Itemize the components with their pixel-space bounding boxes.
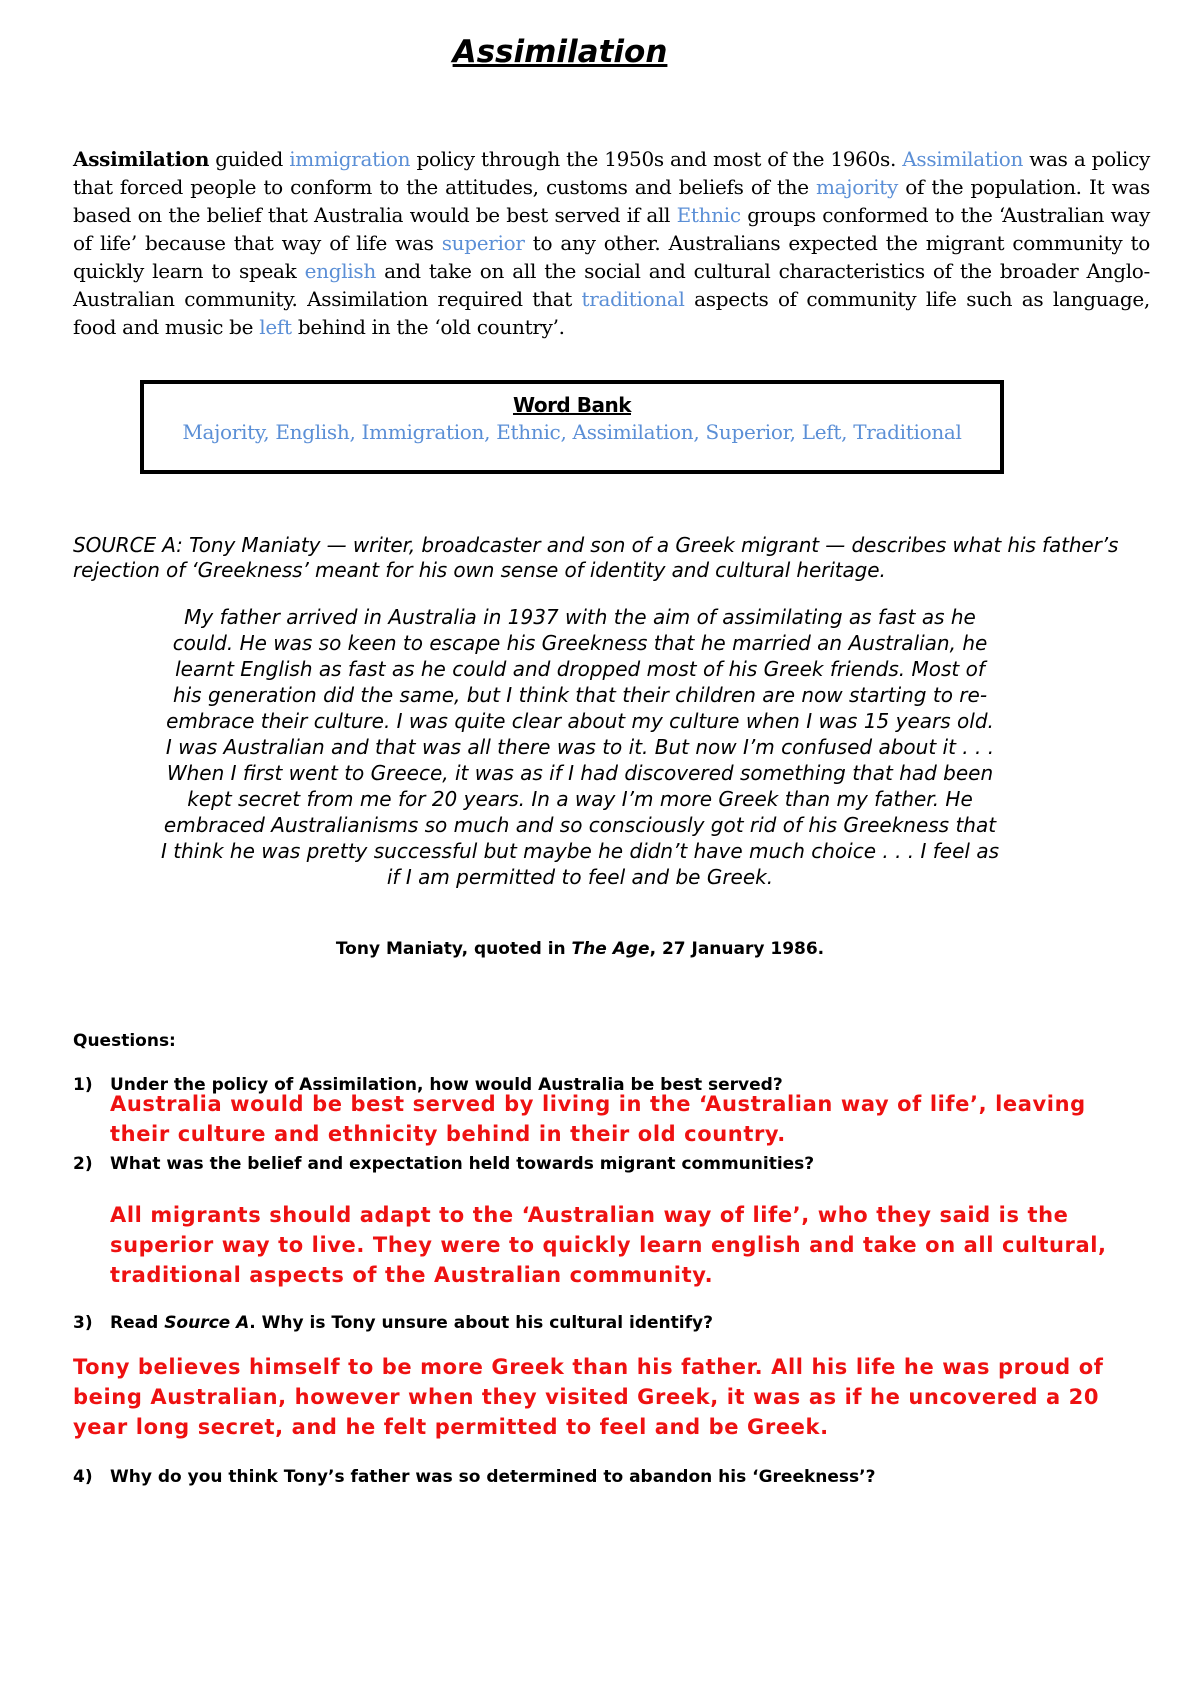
intro-bold-term: Assimilation: [73, 147, 210, 171]
questions-heading: Questions:: [73, 1031, 176, 1051]
intro-text: to any other. Australians expected the migrant community to quickly learn to speak: [73, 231, 1150, 283]
question-text: Why do you think Tony’s father was so determined to abandon his ‘Greekness’?: [110, 1467, 876, 1487]
filled-blank: Assimilation: [902, 147, 1024, 171]
intro-text: of the population. It was based on the belief that Australia would be best served if all: [73, 175, 1150, 227]
intro-text: guided: [209, 147, 290, 171]
question-text-post: . Why is Tony unsure about his cultural identify?: [249, 1313, 713, 1333]
attribution-text: Tony Maniaty, quoted in: [335, 939, 572, 959]
filled-blank: Ethnic: [676, 203, 741, 227]
filled-blank: english: [304, 259, 376, 283]
filled-blank: traditional: [581, 287, 685, 311]
intro-text: groups conformed to the ‘Australian way of life’ because that way of life was: [73, 203, 1150, 255]
question-text-pre: Read: [110, 1313, 165, 1333]
source-a-intro: SOURCE A: Tony Maniaty — writer, broadcaster and son of a Greek migrant — describes what his father’s rejection of ‘Greekness’ meant for his own sense of identity and cultural heritage.: [73, 533, 1119, 582]
filled-blank: immigration: [289, 147, 411, 171]
word-bank-words: Majority, English, Immigration, Ethnic, Assimilation, Superior, Left, Traditional: [182, 420, 962, 444]
word-bank-title: Word Bank: [512, 393, 631, 417]
question-number: 3): [73, 1313, 93, 1333]
question-3: [73, 1313, 713, 1333]
word-bank-box: [140, 380, 1004, 474]
intro-text: behind in the ‘old country’.: [291, 315, 565, 339]
question-source-ref: Source A: [164, 1313, 250, 1333]
answer-2: All migrants should adapt to the ‘Australian way of life’, who they said is the superior way to live. They were to quickly learn english and take on all cultural, traditional aspects of the Australian community.: [110, 1203, 1107, 1287]
intro-paragraph: [73, 145, 1150, 341]
question-number: 2): [73, 1154, 93, 1174]
question-text: Under the policy of Assimilation, how would Australia be best served?: [110, 1075, 783, 1095]
filled-blank: left: [259, 315, 292, 339]
quote-attribution: [160, 939, 1000, 959]
intro-text: was a policy that forced people to conform to the attitudes, customs and beliefs of the: [73, 147, 1150, 199]
intro-text: policy through the 1950s and most of the 1960s.: [410, 147, 903, 171]
question-number: 1): [73, 1075, 93, 1095]
question-4: [73, 1467, 875, 1487]
question-text: What was the belief and expectation held towards migrant communities?: [110, 1154, 815, 1174]
source-a-quote: My father arrived in Australia in 1937 with the aim of assimilating as fast as he could. He was so keen to escape his Greekness that he married an Australian, he learnt English as fast as he could and dropped most of his Greek friends. Most of his generation did the same, but I think that their children are now starting to re-embrace their culture. I was quite clear about my culture when I was 15 years old. I was Australian and that was all there was to it. But now I’m confused about it . . . When I first went to Greece, it was as if I had discovered something that had been kept secret from me for 20 years. In a way I’m more Greek than my father. He embraced Australianisms so much and so consciously got rid of his Greekness that I think he was pretty successful but maybe he didn’t have much choice . . . I feel as if I am permitted to feel and be Greek.: [160, 605, 1000, 889]
intro-text: aspects of community life such as language, food and music be: [73, 287, 1150, 339]
answer-1: Australia would be best served by living in the ‘Australian way of life’, leaving their culture and ethnicity behind in their old country.: [110, 1092, 1086, 1146]
question-2: [73, 1154, 814, 1174]
question-number: 4): [73, 1467, 93, 1487]
attribution-date: , 27 January 1986.: [649, 939, 825, 959]
answer-3: Tony believes himself to be more Greek than his father. All his life he was proud of being Australian, however when they visited Greek, it was as if he uncovered a 20 year long secret, and he felt permitted to feel and be Greek.: [73, 1355, 1104, 1439]
page-title: Assimilation: [452, 34, 668, 70]
publication-title: The Age: [571, 939, 650, 959]
filled-blank: majority: [816, 175, 899, 199]
filled-blank: superior: [441, 231, 525, 255]
intro-text: and take on all the social and cultural characteristics of the broader Anglo-Australian community. Assimilation required that: [73, 259, 1150, 311]
